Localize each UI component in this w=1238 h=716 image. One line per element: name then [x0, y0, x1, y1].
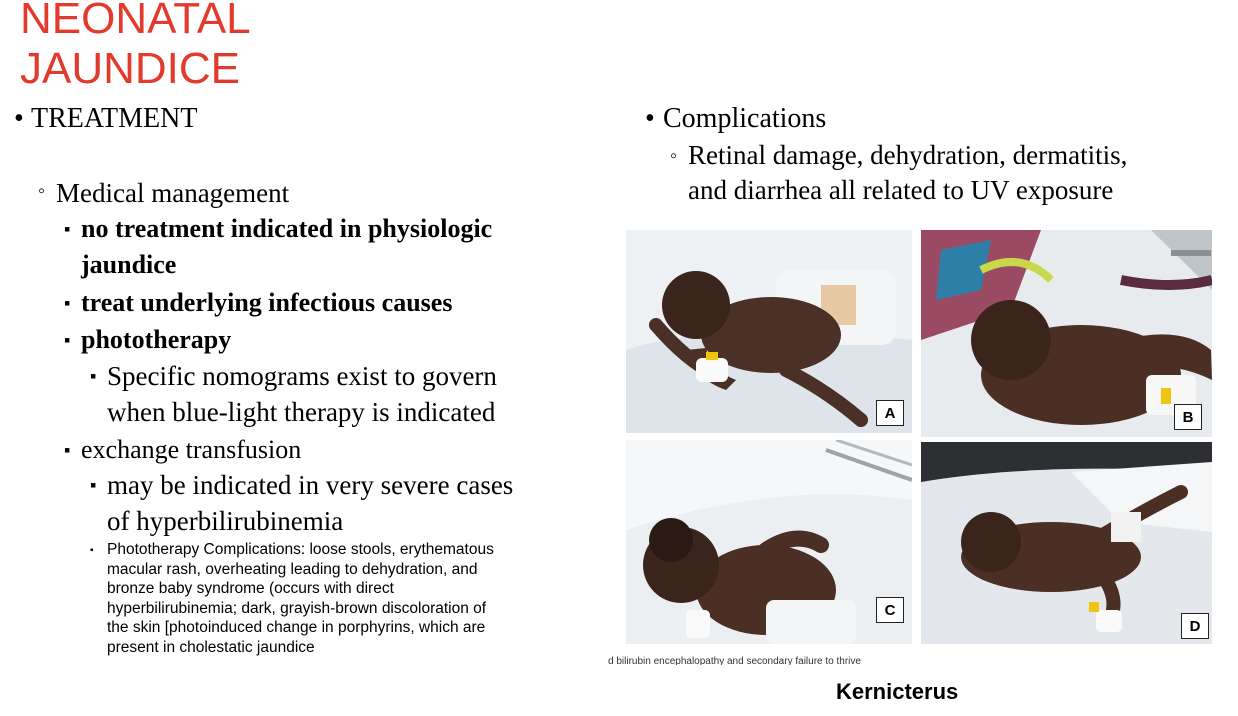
infant-photo-d — [921, 442, 1212, 644]
item-no-treatment-line1: no treatment indicated in physiologic — [81, 214, 493, 243]
infant-photo-b — [921, 230, 1212, 437]
exchange-transfusion-sub — [107, 467, 513, 539]
bullet-square: ▪ — [64, 440, 71, 460]
item-no-treatment — [81, 211, 492, 283]
photo-panel-c — [626, 440, 912, 644]
phototherapy-sub — [107, 358, 497, 430]
item-phototherapy: phototherapy — [81, 325, 232, 354]
title-line-2: JAUNDICE — [20, 44, 241, 93]
bullet-circle: ◦ — [670, 145, 678, 167]
complications-sub — [688, 138, 1127, 208]
infant-photo-c — [626, 440, 912, 644]
treatment-heading: TREATMENT — [31, 103, 198, 134]
medical-management-heading: Medical management — [56, 178, 290, 208]
bullet-square-small: ▪ — [90, 545, 94, 556]
infant-photo-a — [626, 230, 912, 433]
item-no-treatment-line2: jaundice — [81, 250, 177, 279]
phototherapy-sub-line1: Specific nomograms exist to govern — [107, 361, 497, 391]
note-line-4: hyperbilirubinemia; dark, grayish-brown discoloration of — [107, 599, 487, 617]
bullet-circle: ◦ — [38, 180, 46, 202]
bullet-square: ▪ — [64, 219, 71, 239]
panel-label-c: C — [876, 597, 904, 623]
complications-heading: Complications — [663, 103, 827, 134]
note-line-1: Phototherapy Complications: loose stools, erythematous — [107, 541, 494, 558]
panel-label-b: B — [1174, 404, 1202, 430]
figure-source-cutoff-text: d bilirubin encephalopathy and secondary failure to thrive — [608, 656, 861, 665]
bullet-dot: • — [14, 103, 24, 134]
item-infectious: treat underlying infectious causes — [81, 288, 453, 317]
note-line-6: present in cholestatic jaundice — [107, 638, 315, 656]
bullet-square: ▪ — [64, 330, 71, 350]
photo-panel-b — [921, 230, 1212, 437]
bullet-square: ▪ — [90, 475, 97, 495]
complications-sub-line1: Retinal damage, dehydration, dermatitis, — [688, 140, 1128, 170]
phototherapy-sub-line2: when blue-light therapy is indicated — [107, 397, 496, 427]
figure-caption: Kernicterus — [836, 679, 959, 704]
complications-sub-line2: and diarrhea all related to UV exposure — [688, 175, 1114, 205]
note-line-2: macular rash, overheating leading to dehydration, and — [107, 560, 478, 578]
note-line-5: the skin [photoinduced change in porphyrins, which are — [107, 619, 486, 636]
title-line-1: NEONATAL — [20, 0, 251, 43]
exchange-transfusion-sub-line1: may be indicated in very severe cases — [107, 470, 514, 500]
panel-label-d: D — [1181, 613, 1209, 639]
panel-label-a: A — [876, 400, 904, 426]
kernicterus-photo-grid — [626, 230, 1212, 644]
bullet-square: ▪ — [64, 293, 71, 313]
phototherapy-complications-note — [107, 540, 494, 657]
slide-title — [20, 0, 251, 94]
photo-panel-a — [626, 230, 912, 433]
note-line-3: bronze baby syndrome (occurs with direct — [107, 580, 394, 597]
bullet-square: ▪ — [90, 366, 97, 386]
item-exchange-transfusion: exchange transfusion — [81, 435, 302, 464]
bullet-dot: • — [645, 103, 655, 134]
exchange-transfusion-sub-line2: of hyperbilirubinemia — [107, 506, 344, 536]
photo-panel-d — [921, 442, 1212, 644]
